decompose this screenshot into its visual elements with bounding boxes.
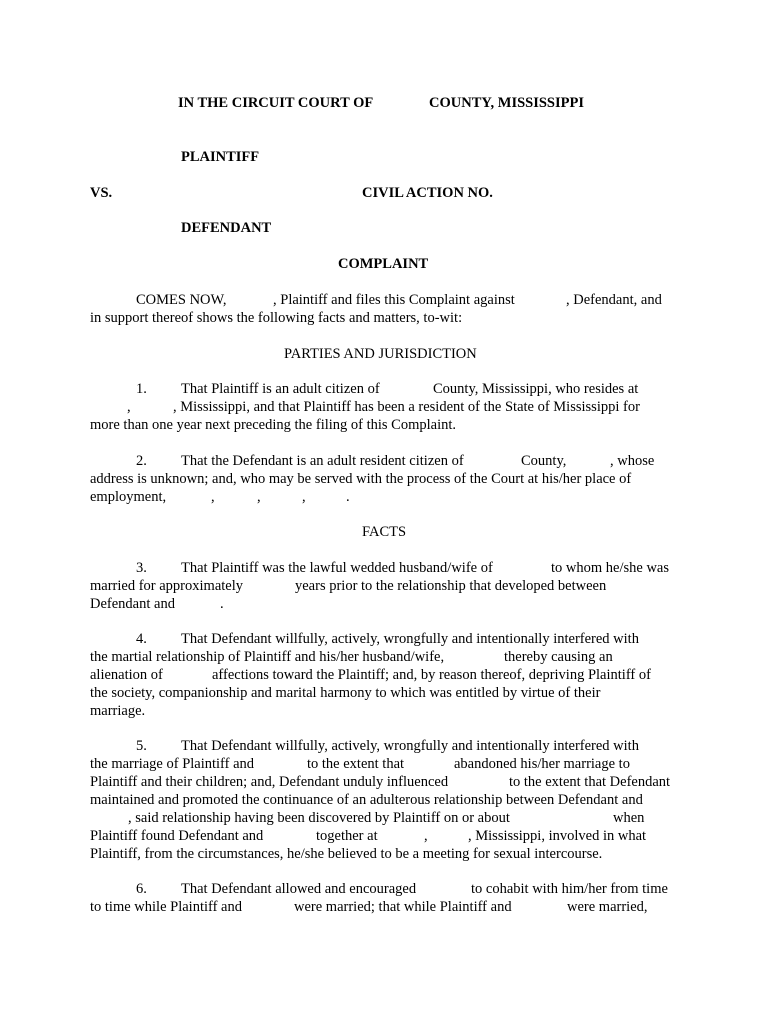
intro-comes-now: COMES NOW, — [136, 292, 227, 308]
plaintiff-label: PLAINTIFF — [181, 149, 260, 165]
p2-text: address is unknown; and, who may be served with the process of the Court at his/her place of — [90, 471, 632, 487]
p5-text: Plaintiff found Defendant and — [90, 828, 264, 844]
p2-text: , whose — [610, 453, 655, 469]
p5-text: Plaintiff, from the circumstances, he/she believed to be a meeting for sexual intercourse. — [90, 846, 603, 862]
paragraph-number: 4. — [136, 631, 147, 647]
p3-text: That Plaintiff was the lawful wedded husband/wife of — [181, 560, 493, 576]
p5-text: abandoned his/her marriage to — [454, 756, 630, 772]
section-parties-jurisdiction: PARTIES AND JURISDICTION — [284, 346, 477, 362]
p5-text: That Defendant willfully, actively, wrongfully and intentionally interfered with — [181, 738, 639, 754]
p2-text: , — [302, 489, 306, 505]
p2-text: That the Defendant is an adult resident citizen of — [181, 453, 464, 469]
p6-text: were married, — [567, 899, 648, 915]
p3-text: Defendant and — [90, 596, 175, 612]
p5-text: maintained and promoted the continuance of an adulterous relationship between Defendant and — [90, 792, 643, 808]
p4-text: the society, companionship and marital harmony to which was entitled by virtue of their — [90, 685, 601, 701]
p2-text: , — [257, 489, 261, 505]
p4-text: thereby causing an — [504, 649, 613, 665]
court-caption-suffix: COUNTY, MISSISSIPPI — [429, 95, 584, 111]
p4-text: alienation of — [90, 667, 163, 683]
p5-text: together at — [316, 828, 378, 844]
p6-text: to time while Plaintiff and — [90, 899, 242, 915]
p5-text: , said relationship having been discovered by Plaintiff on or about — [128, 810, 510, 826]
p4-text: marriage. — [90, 703, 146, 719]
p3-text: years prior to the relationship that developed between — [295, 578, 607, 594]
p1-text: County, Mississippi, who resides at — [433, 381, 639, 397]
paragraph-number: 6. — [136, 881, 147, 897]
vs-label: VS. — [90, 185, 113, 201]
p4-text: That Defendant willfully, actively, wrongfully and intentionally interfered with — [181, 631, 639, 647]
p2-text: employment, — [90, 489, 167, 505]
p3-text: . — [220, 596, 224, 612]
section-facts: FACTS — [362, 524, 407, 540]
p1-text: , — [127, 399, 131, 415]
p5-text: to the extent that — [307, 756, 405, 772]
paragraph-number: 2. — [136, 453, 147, 469]
document-title: COMPLAINT — [338, 256, 429, 272]
p5-text: , — [424, 828, 428, 844]
p1-text: , Mississippi, and that Plaintiff has been a resident of the State of Mississippi for — [173, 399, 640, 415]
p5-text: Plaintiff and their children; and, Defendant unduly influenced — [90, 774, 449, 790]
court-caption-prefix: IN THE CIRCUIT COURT OF — [178, 95, 374, 111]
defendant-label: DEFENDANT — [181, 220, 272, 236]
civil-action-label: CIVIL ACTION NO. — [362, 185, 493, 201]
paragraph-number: 5. — [136, 738, 147, 754]
p6-text: to cohabit with him/her from time — [471, 881, 668, 897]
p2-text: County, — [521, 453, 567, 469]
p5-text: when — [613, 810, 645, 826]
p1-text: That Plaintiff is an adult citizen of — [181, 381, 380, 397]
p3-text: to whom he/she was — [551, 560, 669, 576]
p4-text: affections toward the Plaintiff; and, by reason thereof, depriving Plaintiff of — [212, 667, 651, 683]
intro-defendant-and: , Defendant, and — [566, 292, 662, 308]
p2-text: . — [346, 489, 350, 505]
p1-text: more than one year next preceding the filing of this Complaint. — [90, 417, 457, 433]
p3-text: married for approximately — [90, 578, 243, 594]
p2-text: , — [211, 489, 215, 505]
p6-text: That Defendant allowed and encouraged — [181, 881, 417, 897]
p5-text: , Mississippi, involved in what — [468, 828, 647, 844]
paragraph-number: 3. — [136, 560, 147, 576]
p6-text: were married; that while Plaintiff and — [294, 899, 512, 915]
p5-text: the marriage of Plaintiff and — [90, 756, 255, 772]
intro-line-2: in support thereof shows the following facts and matters, to-wit: — [90, 310, 463, 326]
p4-text: the martial relationship of Plaintiff and his/her husband/wife, — [90, 649, 445, 665]
p5-text: to the extent that Defendant — [509, 774, 671, 790]
paragraph-number: 1. — [136, 381, 147, 397]
intro-plaintiff-files: , Plaintiff and files this Complaint against — [273, 292, 515, 308]
